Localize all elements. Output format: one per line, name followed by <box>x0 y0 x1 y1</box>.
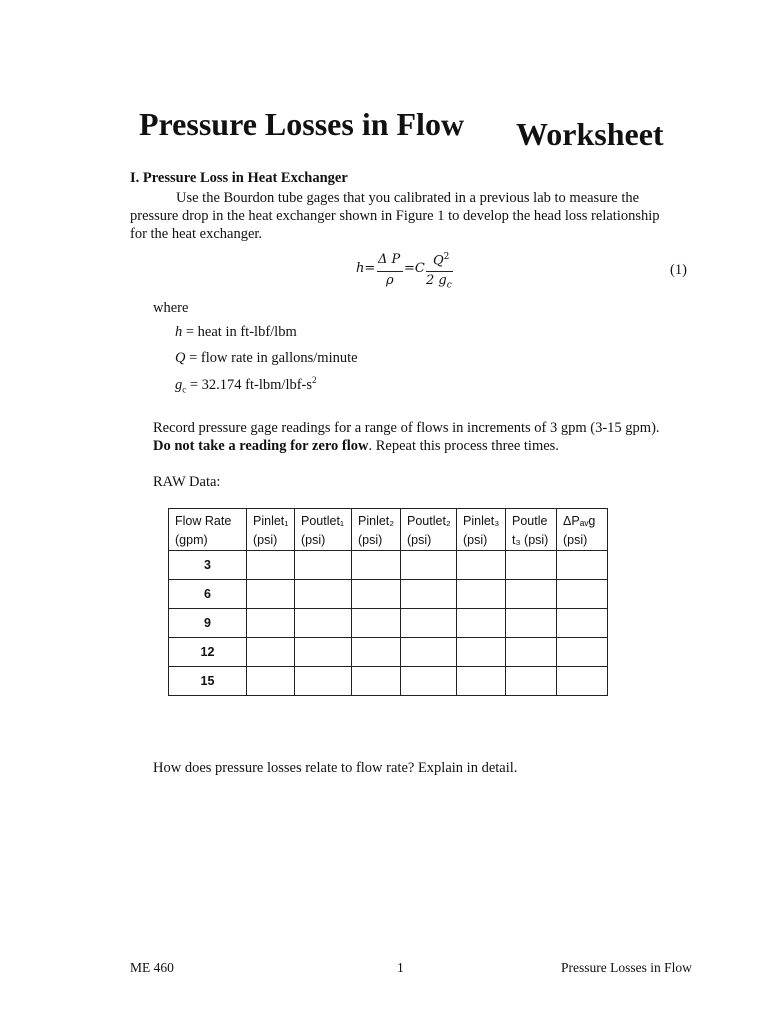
table-row <box>169 580 608 609</box>
data-cell[interactable] <box>247 580 295 609</box>
header-pinlet-2: Pinlet₂ (psi) <box>352 509 401 551</box>
data-cell[interactable] <box>557 580 608 609</box>
record-instruction-line-2: Do not take a reading for zero flow. Repeat this process three times. <box>153 438 559 454</box>
page-title: Pressure Losses in Flow <box>139 106 465 142</box>
header-poutlet-3: Poutle t₃ (psi) <box>506 509 557 551</box>
data-cell[interactable] <box>247 667 295 696</box>
header-flow-rate: Flow Rate (gpm) <box>169 509 247 551</box>
flow-rate-cell: 15 <box>169 667 247 696</box>
header-pinlet-1: Pinlet₁ (psi) <box>247 509 295 551</box>
equation-number: (1) <box>670 262 687 278</box>
data-cell[interactable] <box>506 609 557 638</box>
intro-paragraph-line-1: Use the Bourdon tube gages that you calibrated in a previous lab to measure the <box>176 190 640 206</box>
data-cell[interactable] <box>295 551 352 580</box>
data-cell[interactable] <box>457 638 506 667</box>
head-loss-equation <box>356 248 476 294</box>
header-pinlet-3: Pinlet₃ (psi) <box>457 509 506 551</box>
data-cell[interactable] <box>352 667 401 696</box>
data-cell[interactable] <box>401 667 457 696</box>
raw-data-table <box>168 508 608 696</box>
data-cell[interactable] <box>506 638 557 667</box>
data-cell[interactable] <box>352 580 401 609</box>
data-cell[interactable] <box>506 667 557 696</box>
data-cell[interactable] <box>352 638 401 667</box>
flow-rate-cell: 3 <box>169 551 247 580</box>
equation-numerator-2: $Q^2$ <box>433 252 450 269</box>
data-cell[interactable] <box>557 667 608 696</box>
table-row <box>169 609 608 638</box>
table-header-row <box>169 509 608 551</box>
record-instruction-line-1: Record pressure gage readings for a range of flows in increments of 3 gpm (3-15 gpm). <box>153 420 660 436</box>
fraction-bar-1 <box>377 271 403 272</box>
equation-numerator-1: Δ P <box>378 252 401 267</box>
data-cell[interactable] <box>352 609 401 638</box>
data-cell[interactable] <box>295 638 352 667</box>
data-cell[interactable] <box>295 580 352 609</box>
data-cell[interactable] <box>457 667 506 696</box>
data-cell[interactable] <box>557 609 608 638</box>
section-heading: I. Pressure Loss in Heat Exchanger <box>130 170 348 186</box>
data-cell[interactable] <box>401 580 457 609</box>
table-row <box>169 667 608 696</box>
flow-rate-cell: 6 <box>169 580 247 609</box>
data-cell[interactable] <box>457 551 506 580</box>
table-row <box>169 638 608 667</box>
data-cell[interactable] <box>247 551 295 580</box>
header-delta-p-avg: ΔPₐᵥg (psi) <box>557 509 608 551</box>
data-cell[interactable] <box>557 638 608 667</box>
data-cell[interactable] <box>506 580 557 609</box>
data-cell[interactable] <box>352 551 401 580</box>
data-cell[interactable] <box>401 551 457 580</box>
data-cell[interactable] <box>457 609 506 638</box>
header-poutlet-1: Poutlet₁ (psi) <box>295 509 352 551</box>
definition-h: h = heat in ft-lbf/lbm <box>175 324 297 340</box>
footer-page-number: 1 <box>397 960 404 975</box>
where-label: where <box>153 300 189 316</box>
table-row <box>169 551 608 580</box>
fraction-bar-2 <box>426 271 453 272</box>
intro-paragraph-line-2: pressure drop in the heat exchanger shown in Figure 1 to develop the head loss relationship <box>130 208 660 224</box>
equation-denominator-2: 2 $g_c$ <box>426 273 452 291</box>
data-cell[interactable] <box>506 551 557 580</box>
intro-paragraph-line-3: for the heat exchanger. <box>130 226 263 242</box>
raw-data-label: RAW Data: <box>153 474 221 490</box>
definition-q: Q = flow rate in gallons/minute <box>175 350 358 366</box>
equation-denominator-1: ρ <box>386 273 394 288</box>
data-cell[interactable] <box>295 667 352 696</box>
equation-mid: =C <box>404 261 425 276</box>
header-poutlet-2: Poutlet₂ (psi) <box>401 509 457 551</box>
footer-doc-title: Pressure Losses in Flow <box>561 960 692 975</box>
data-cell[interactable] <box>247 609 295 638</box>
data-cell[interactable] <box>401 638 457 667</box>
footer-course: ME 460 <box>130 960 174 975</box>
flow-rate-cell: 12 <box>169 638 247 667</box>
discussion-question: How does pressure losses relate to flow rate? Explain in detail. <box>153 760 518 776</box>
data-cell[interactable] <box>457 580 506 609</box>
equation-lhs: h= <box>356 261 376 276</box>
data-cell[interactable] <box>557 551 608 580</box>
data-cell[interactable] <box>247 638 295 667</box>
definition-gc: $g_c = 32.174$ $ft-lbm/lbf-s^2$ <box>175 375 317 395</box>
data-cell[interactable] <box>295 609 352 638</box>
data-cell[interactable] <box>401 609 457 638</box>
page-subtitle: Worksheet <box>516 116 664 152</box>
flow-rate-cell: 9 <box>169 609 247 638</box>
